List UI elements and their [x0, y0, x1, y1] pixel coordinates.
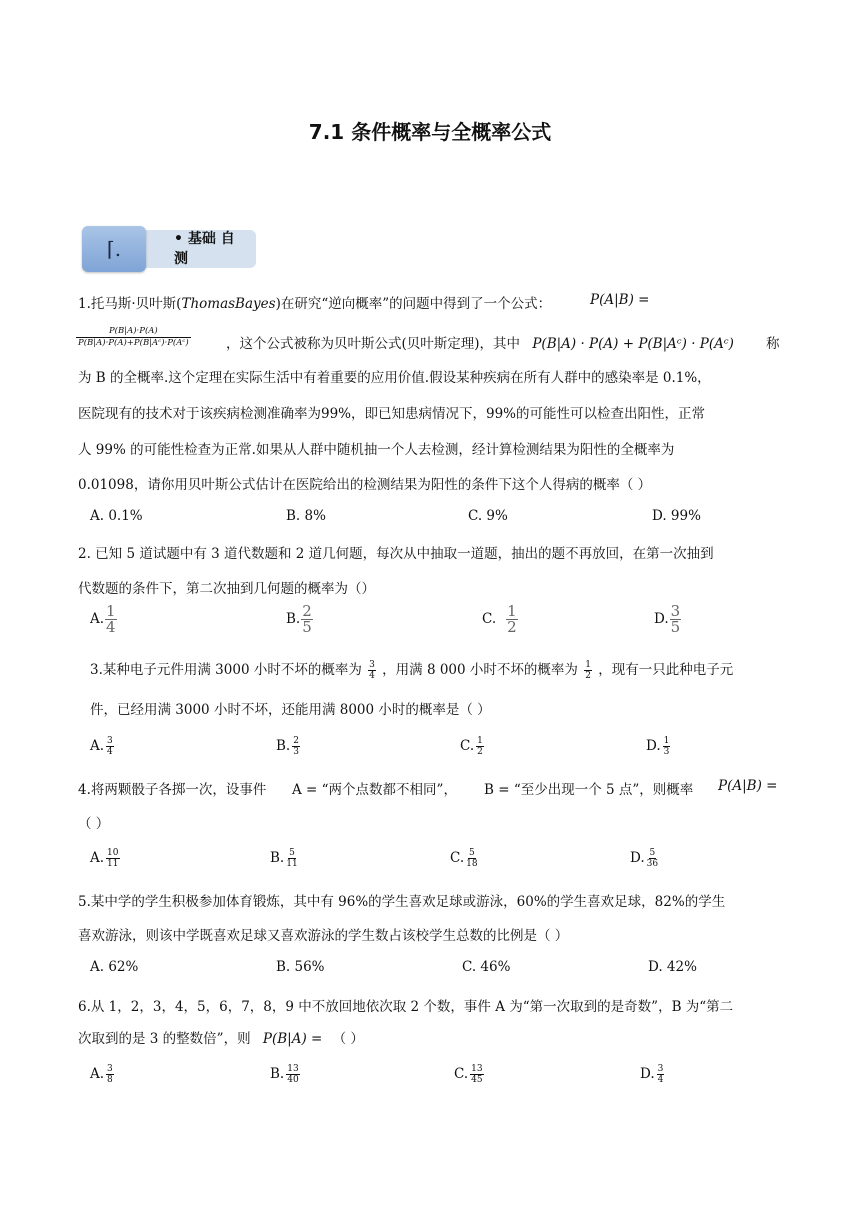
option-fraction [466, 848, 477, 869]
q6-prob-expr: P(B|A) = [262, 1031, 323, 1047]
option-label: C. [450, 850, 465, 866]
option-fraction [647, 848, 658, 869]
q1-line-1 [78, 292, 551, 312]
q1-option-d[interactable]: D. 99% [652, 508, 701, 524]
option-fraction [105, 604, 117, 635]
fraction-numerator: 3 [107, 736, 113, 746]
q5-line-1: 5.某中学的学生积极参加体育锻炼，其中有 96%的学生喜欢足球或游泳，60%的学生喜欢足球，82%的学生 [78, 894, 726, 910]
q6-option-d[interactable] [640, 1064, 666, 1085]
q5-option-d[interactable]: D. 42% [648, 959, 697, 975]
fraction-denominator: 18 [466, 859, 478, 869]
q6-text: 次取到的是 3 的整数倍”，则 [78, 1031, 251, 1047]
q3-option-a[interactable] [90, 736, 116, 757]
fraction-denominator: 5 [302, 618, 312, 636]
fraction-denominator: 3 [293, 747, 299, 757]
option-label: B. [276, 738, 291, 754]
q6-option-b[interactable] [270, 1064, 302, 1085]
q6-line-1: 6.从 1，2，3，4，5，6，7，8，9 中不放回地依次取 2 个数，事件 A 为“第一次取到的是奇数”，B 为“第二 [78, 999, 734, 1015]
fraction-numerator: 10 [107, 848, 119, 858]
q4-line-2: （ ） [78, 816, 110, 832]
option-fraction [470, 1064, 483, 1085]
fraction-denominator: 4 [657, 1075, 664, 1085]
q4-text: 4.将两颗骰子各掷一次，设事件 [78, 782, 267, 798]
q5-option-b[interactable]: B. 56% [276, 959, 325, 975]
fraction-denominator: 8 [107, 1075, 113, 1085]
q3-text: ，用满 8 000 小时不坏的概率为 [382, 662, 578, 678]
fraction-denominator: 36 [646, 859, 659, 869]
option-label: D. [640, 1066, 655, 1082]
fraction-numerator: 5 [469, 848, 475, 858]
fraction-denominator: 4 [106, 618, 116, 636]
q3-option-d[interactable] [646, 736, 672, 757]
q2-option-d[interactable] [654, 604, 681, 635]
option-label: B. [270, 1066, 285, 1082]
q3-line-1 [90, 658, 733, 681]
fraction-numerator: 1 [106, 602, 116, 620]
fraction-numerator: 13 [471, 1064, 483, 1074]
option-label: A. [90, 611, 105, 627]
fraction-denominator: 2 [477, 747, 483, 757]
section-label: • 基础 自测 [174, 231, 235, 267]
q2-option-a[interactable] [90, 604, 117, 635]
q2-line-2: 代数题的条件下，第二次抽到几何题的概率为（） [78, 581, 375, 597]
fraction-denominator: 2 [507, 618, 517, 636]
q3-line-2: 件，已经用满 3000 小时不坏，还能用满 8000 小时的概率是（ ） [90, 702, 491, 718]
q1-option-b[interactable]: B. 8% [286, 508, 326, 524]
fraction-numerator: 3 [369, 660, 375, 670]
q4-event-a: A = “两个点数都不相同”， [292, 782, 457, 798]
option-fraction [106, 1064, 114, 1085]
option-fraction [476, 736, 484, 757]
option-label: C. [460, 738, 475, 754]
q1-total-prob-expr: P(B|A) · P(A) + P(B|Aᶜ) · P(Aᶜ) [532, 336, 734, 352]
q4-prob-expr: P(A|B) = [718, 778, 778, 794]
option-fraction [663, 736, 671, 757]
option-label: B. [286, 611, 301, 627]
q1-line-3: 为 B 的全概率.这个定理在实际生活中有着重要的应用价值.假设某种疾病在所有人群中的感染率是 0.1%， [78, 370, 711, 386]
q4-option-c[interactable] [450, 848, 480, 869]
q3-text: ，现有一只此种电子元 [598, 662, 734, 678]
q1-line-4: 医院现有的技术对于该疾病检测准确率为99%，即已知患病情况下，99%的可能性可以检查出阳性，正常 [78, 406, 706, 422]
fraction-numerator: 3 [670, 602, 681, 620]
option-label: A. [90, 1066, 105, 1082]
q4-event-b: B = “至少出现一个 5 点”，则概率 [484, 782, 694, 798]
fraction-numerator: 1 [585, 660, 591, 670]
fraction-numerator: 2 [293, 736, 299, 746]
q1-text: ，这个公式被称为贝叶斯公式(贝叶斯定理)，其中 [226, 336, 521, 352]
fraction-denominator: 3 [663, 747, 670, 757]
q3-text: 3.某种电子元件用满 3000 小时不坏的概率为 [90, 662, 362, 678]
option-fraction [670, 604, 682, 635]
q2-line-1: 2. 已知 5 道试题中有 3 道代数题和 2 道几何题，每次从中抽取一道题，抽出的题不再放回，在第一次抽到 [78, 546, 714, 562]
q1-text: )在研究“逆向概率”的问题中得到了一个公式： [275, 296, 552, 312]
formula-denominator: P(B|A)·P(A)+P(B|Aᶜ)·P(Aᶜ) [78, 338, 189, 348]
q5-line-2: 喜欢游泳，则该中学既喜欢足球又喜欢游泳的学生数占该校学生总数的比例是（ ） [78, 928, 569, 944]
q2-option-b[interactable] [286, 604, 313, 635]
q4-option-a[interactable] [90, 848, 122, 869]
q5-option-a[interactable]: A. 62% [90, 959, 139, 975]
fraction-denominator: 45 [471, 1075, 483, 1085]
q1-option-c[interactable]: C. 9% [468, 508, 508, 524]
fraction-numerator: 5 [649, 848, 656, 858]
option-label: D. [646, 738, 661, 754]
option-label: D. [630, 850, 645, 866]
fraction-numerator: 3 [107, 1064, 113, 1074]
q3-fraction-2 [584, 660, 592, 681]
fraction-denominator: 11 [107, 859, 119, 869]
q1-line-2 [226, 332, 734, 352]
fraction-numerator: 1 [663, 736, 670, 746]
option-label: A. [90, 738, 105, 754]
q4-line-1 [78, 778, 266, 798]
fraction-denominator: 40 [287, 1075, 299, 1085]
fraction-numerator: 13 [287, 1064, 299, 1074]
option-fraction [106, 848, 119, 869]
fraction-numerator: 5 [289, 848, 295, 858]
option-fraction [506, 604, 518, 635]
option-fraction [106, 736, 114, 757]
badge-icon: ⌈. [82, 226, 146, 272]
q6-text: （ ） [332, 1031, 364, 1047]
q3-option-c[interactable] [460, 736, 486, 757]
q3-option-b[interactable] [276, 736, 302, 757]
section-badge [82, 226, 256, 272]
option-label: C. [454, 1066, 469, 1082]
q4-option-b[interactable] [270, 848, 300, 869]
page-title: 7.1 条件概率与全概率公式 [308, 120, 552, 144]
option-label: B. [270, 850, 285, 866]
fraction-numerator: 1 [477, 736, 483, 746]
fraction-numerator: 1 [507, 602, 517, 620]
bayes-formula-fraction [78, 326, 189, 349]
q1-formula-lhs: P(A|B) = [590, 292, 650, 308]
q3-fraction-1 [368, 660, 376, 681]
q2-option-c[interactable] [482, 604, 518, 635]
q1-text: 1.托马斯·贝叶斯( [78, 296, 182, 312]
option-fraction [301, 604, 313, 635]
fraction-denominator: 4 [369, 671, 375, 681]
formula-numerator: P(B|A)·P(A) [76, 326, 191, 338]
q6-line-2 [78, 1027, 364, 1047]
q6-option-c[interactable] [454, 1064, 486, 1085]
fraction-denominator: 4 [107, 747, 113, 757]
option-fraction [292, 736, 300, 757]
q4-option-d[interactable] [630, 848, 660, 869]
q6-option-a[interactable] [90, 1064, 116, 1085]
q1-line-5: 人 99% 的可能性检查为正常.如果从人群中随机抽一个人去检测，经计算检测结果为阳性的全概率为 [78, 442, 675, 458]
option-label: C. [482, 611, 497, 627]
option-label: D. [654, 611, 669, 627]
option-label: A. [90, 850, 105, 866]
q1-name: ThomasBayes [181, 296, 276, 312]
fraction-denominator: 5 [670, 618, 681, 636]
option-fraction [657, 1064, 665, 1085]
fraction-denominator: 2 [585, 671, 591, 681]
q1-text: 称 [766, 336, 780, 352]
fraction-denominator: 11 [286, 859, 298, 869]
fraction-numerator: 2 [302, 602, 312, 620]
fraction-numerator: 3 [657, 1064, 664, 1074]
q5-option-c[interactable]: C. 46% [462, 959, 511, 975]
q1-line-6: 0.01098，请你用贝叶斯公式估计在医院给出的检测结果为阳性的条件下这个人得病的概率（ ） [78, 477, 652, 493]
q1-option-a[interactable]: A. 0.1% [90, 508, 143, 524]
option-fraction [286, 848, 297, 869]
option-fraction [286, 1064, 299, 1085]
